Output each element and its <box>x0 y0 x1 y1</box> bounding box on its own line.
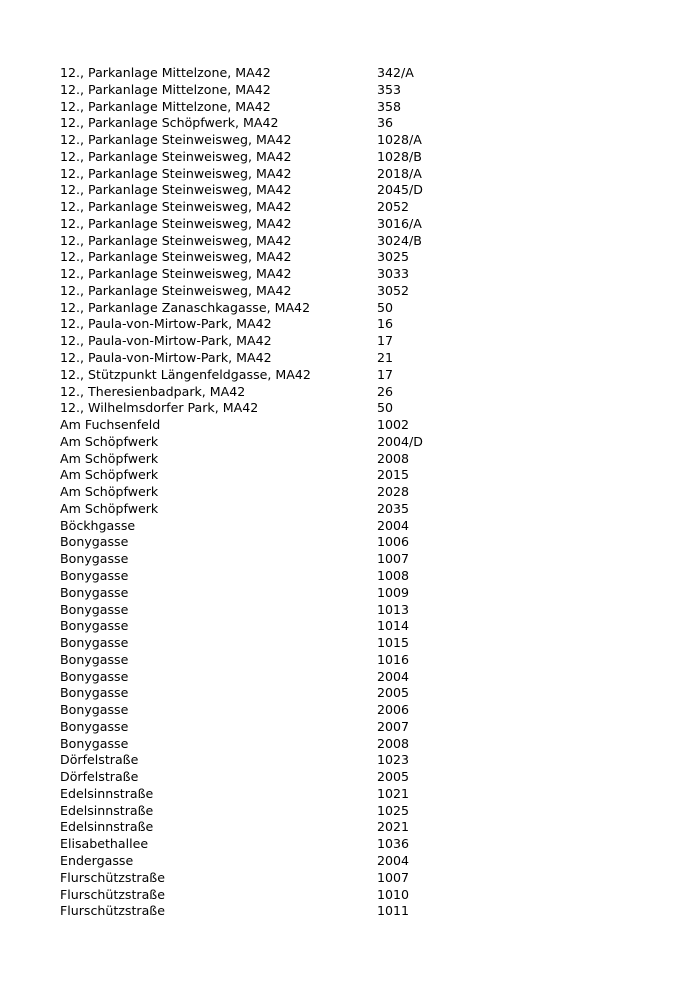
location-number: 17 <box>377 333 394 349</box>
location-number: 1006 <box>377 534 410 550</box>
list-row <box>60 685 640 702</box>
list-row <box>60 736 640 753</box>
location-name: 12., Parkanlage Steinweisweg, MA42 <box>60 232 292 248</box>
location-name: 12., Parkanlage Zanaschkagasse, MA42 <box>60 299 311 315</box>
location-number: 2005 <box>377 769 410 785</box>
location-name: Edelsinnstraße <box>60 802 154 818</box>
location-name: Bonygasse <box>60 551 129 567</box>
location-name: Bonygasse <box>60 651 129 667</box>
list-row <box>60 384 640 401</box>
list-row <box>60 333 640 350</box>
location-number: 3052 <box>377 282 410 298</box>
location-number: 2015 <box>377 467 410 483</box>
location-name: Böckhgasse <box>60 517 136 533</box>
list-row <box>60 602 640 619</box>
list-row <box>60 551 640 568</box>
location-name: Am Fuchsenfeld <box>60 417 161 433</box>
list-row <box>60 501 640 518</box>
location-name: 12., Paula-von-Mirtow-Park, MA42 <box>60 316 272 332</box>
list-row <box>60 182 640 199</box>
location-number: 3025 <box>377 249 410 265</box>
location-name: 12., Parkanlage Steinweisweg, MA42 <box>60 249 292 265</box>
location-name: 12., Parkanlage Steinweisweg, MA42 <box>60 132 292 148</box>
list-row <box>60 434 640 451</box>
list-row <box>60 283 640 300</box>
location-name: 12., Stützpunkt Längenfeldgasse, MA42 <box>60 366 311 382</box>
location-number: 358 <box>377 98 402 114</box>
location-name: Bonygasse <box>60 567 129 583</box>
location-number: 1016 <box>377 651 410 667</box>
list-row <box>60 769 640 786</box>
list-row <box>60 316 640 333</box>
location-number: 1015 <box>377 635 410 651</box>
location-name: Dörfelstraße <box>60 752 139 768</box>
list-row <box>60 115 640 132</box>
list-row <box>60 887 640 904</box>
location-name: Bonygasse <box>60 685 129 701</box>
location-name: Endergasse <box>60 852 134 868</box>
location-name: Edelsinnstraße <box>60 785 154 801</box>
list-row <box>60 99 640 116</box>
list-row <box>60 803 640 820</box>
location-name: Bonygasse <box>60 718 129 734</box>
location-number: 1014 <box>377 618 410 634</box>
location-number: 16 <box>377 316 394 332</box>
list-row <box>60 166 640 183</box>
location-number: 1023 <box>377 752 410 768</box>
list-row <box>60 300 640 317</box>
list-row <box>60 786 640 803</box>
list-row <box>60 518 640 535</box>
location-number: 342/A <box>377 65 414 80</box>
location-name: 12., Parkanlage Schöpfwerk, MA42 <box>60 115 279 131</box>
location-name: 12., Parkanlage Steinweisweg, MA42 <box>60 182 292 198</box>
list-row <box>60 233 640 250</box>
location-number: 2021 <box>377 819 410 835</box>
location-name: Flurschützstraße <box>60 903 165 919</box>
list-row <box>60 65 640 82</box>
location-number: 1013 <box>377 601 410 617</box>
list-row <box>60 903 640 920</box>
list-row <box>60 484 640 501</box>
location-name: 12., Theresienbadpark, MA42 <box>60 383 246 399</box>
location-number: 3024/B <box>377 232 422 248</box>
list-row <box>60 752 640 769</box>
location-number: 3016/A <box>377 215 422 231</box>
location-name: 12., Parkanlage Steinweisweg, MA42 <box>60 266 292 282</box>
location-name: 12., Parkanlage Steinweisweg, MA42 <box>60 215 292 231</box>
location-number: 353 <box>377 81 402 97</box>
location-name: Flurschützstraße <box>60 869 165 885</box>
location-name: Bonygasse <box>60 735 129 751</box>
location-number: 1010 <box>377 886 410 902</box>
list-row <box>60 585 640 602</box>
location-number: 3033 <box>377 266 410 282</box>
location-number: 17 <box>377 366 394 382</box>
location-number: 2028 <box>377 484 410 500</box>
location-list <box>60 65 640 920</box>
list-row <box>60 719 640 736</box>
location-number: 2045/D <box>377 182 423 198</box>
location-number: 1021 <box>377 785 410 801</box>
location-name: Dörfelstraße <box>60 769 139 785</box>
location-name: 12., Parkanlage Mittelzone, MA42 <box>60 65 271 80</box>
location-number: 1028/A <box>377 132 422 148</box>
location-number: 2008 <box>377 735 410 751</box>
location-number: 2035 <box>377 500 410 516</box>
location-number: 1008 <box>377 567 410 583</box>
location-name: Bonygasse <box>60 601 129 617</box>
list-row <box>60 618 640 635</box>
location-number: 2018/A <box>377 165 422 181</box>
location-number: 2004 <box>377 852 410 868</box>
location-name: Bonygasse <box>60 702 129 718</box>
location-number: 1028/B <box>377 148 422 164</box>
location-name: 12., Parkanlage Mittelzone, MA42 <box>60 81 271 97</box>
location-number: 2008 <box>377 450 410 466</box>
location-number: 1002 <box>377 417 410 433</box>
list-row <box>60 652 640 669</box>
location-number: 2007 <box>377 718 410 734</box>
list-row <box>60 451 640 468</box>
location-name: 12., Paula-von-Mirtow-Park, MA42 <box>60 350 272 366</box>
list-row <box>60 417 640 434</box>
list-row <box>60 467 640 484</box>
location-name: 12., Parkanlage Steinweisweg, MA42 <box>60 165 292 181</box>
list-row <box>60 853 640 870</box>
location-name: Am Schöpfwerk <box>60 450 159 466</box>
location-name: Am Schöpfwerk <box>60 467 159 483</box>
location-name: Elisabethallee <box>60 836 149 852</box>
location-name: 12., Parkanlage Steinweisweg, MA42 <box>60 199 292 215</box>
list-row <box>60 350 640 367</box>
location-name: Bonygasse <box>60 668 129 684</box>
location-name: 12., Paula-von-Mirtow-Park, MA42 <box>60 333 272 349</box>
location-number: 2006 <box>377 702 410 718</box>
location-number: 1009 <box>377 584 410 600</box>
location-number: 2004 <box>377 668 410 684</box>
location-number: 2004/D <box>377 433 423 449</box>
location-number: 1011 <box>377 903 410 919</box>
location-name: Am Schöpfwerk <box>60 500 159 516</box>
location-number: 2052 <box>377 199 410 215</box>
location-name: Am Schöpfwerk <box>60 484 159 500</box>
list-row <box>60 534 640 551</box>
list-row <box>60 149 640 166</box>
list-row <box>60 635 640 652</box>
location-number: 1025 <box>377 802 410 818</box>
location-name: Am Schöpfwerk <box>60 433 159 449</box>
list-row <box>60 82 640 99</box>
list-row <box>60 132 640 149</box>
location-name: 12., Wilhelmsdorfer Park, MA42 <box>60 400 259 416</box>
location-name: Flurschützstraße <box>60 886 165 902</box>
list-row <box>60 819 640 836</box>
location-number: 1007 <box>377 551 410 567</box>
location-number: 1036 <box>377 836 410 852</box>
location-number: 50 <box>377 299 394 315</box>
location-number: 21 <box>377 350 394 366</box>
location-number: 1007 <box>377 869 410 885</box>
list-row <box>60 702 640 719</box>
location-name: Bonygasse <box>60 584 129 600</box>
location-name: 12., Parkanlage Steinweisweg, MA42 <box>60 148 292 164</box>
list-row <box>60 249 640 266</box>
location-number: 50 <box>377 400 394 416</box>
location-number: 2005 <box>377 685 410 701</box>
list-row <box>60 216 640 233</box>
location-number: 36 <box>377 115 394 131</box>
location-name: Bonygasse <box>60 635 129 651</box>
list-row <box>60 367 640 384</box>
list-row <box>60 400 640 417</box>
list-row <box>60 568 640 585</box>
list-row <box>60 870 640 887</box>
list-row <box>60 836 640 853</box>
location-number: 26 <box>377 383 394 399</box>
list-row <box>60 669 640 686</box>
list-row <box>60 199 640 216</box>
list-row <box>60 266 640 283</box>
location-name: Bonygasse <box>60 618 129 634</box>
location-name: Bonygasse <box>60 534 129 550</box>
location-number: 2004 <box>377 517 410 533</box>
location-name: 12., Parkanlage Mittelzone, MA42 <box>60 98 271 114</box>
location-name: Edelsinnstraße <box>60 819 154 835</box>
location-name: 12., Parkanlage Steinweisweg, MA42 <box>60 282 292 298</box>
